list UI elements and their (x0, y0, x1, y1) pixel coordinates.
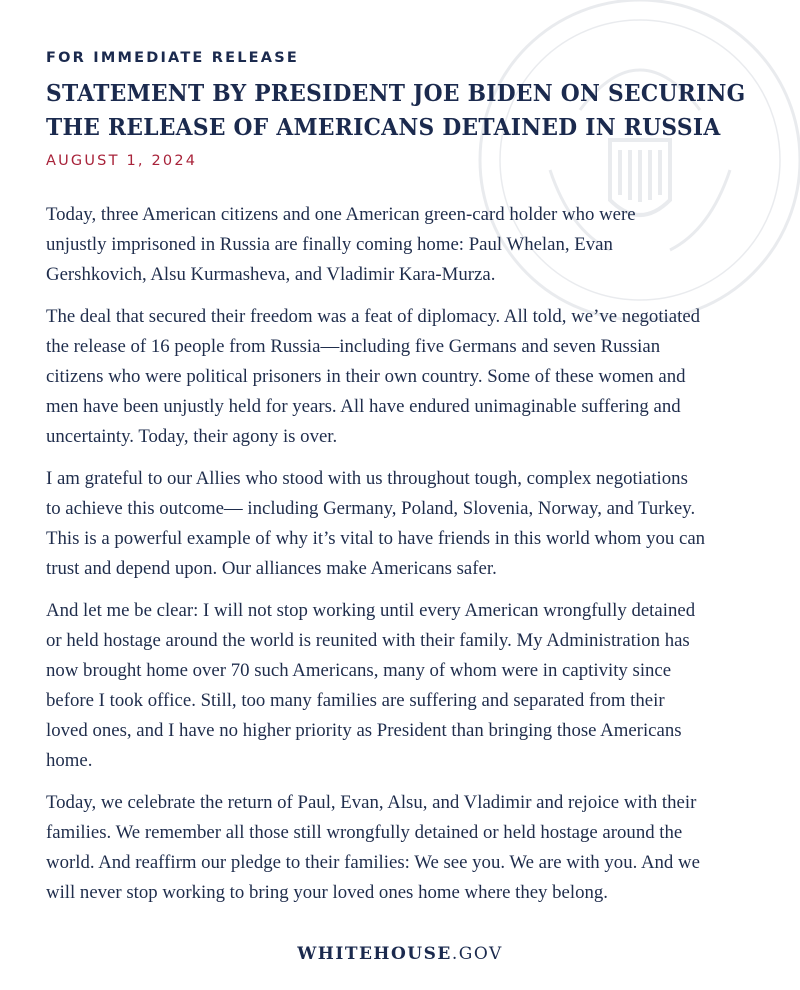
release-kicker: FOR IMMEDIATE RELEASE (46, 50, 299, 66)
paragraph-line: now brought home over 70 such Americans, many of whom were in captivity since (46, 660, 672, 681)
paragraph-line: to achieve this outcome— including Germany, Poland, Slovenia, Norway, and Turkey. (46, 498, 696, 519)
paragraph-line: men have been unjustly held for years. All have endured unimaginable suffering and (46, 396, 681, 417)
paragraph-line: uncertainty. Today, their agony is over. (46, 426, 338, 447)
paragraph-line: loved ones, and I have no higher priority as President than bringing those Americans (46, 720, 682, 741)
paragraph-line: citizens who were political prisoners in their own country. Some of these women and (46, 366, 686, 387)
paragraph-line: home. (46, 750, 93, 771)
paragraph-line: unjustly imprisoned in Russia are finally coming home: Paul Whelan, Evan (46, 234, 613, 255)
paragraph-line: the release of 16 people from Russia—including five Germans and seven Russian (46, 336, 661, 357)
paragraph-line: Today, three American citizens and one American green-card holder who were (46, 204, 636, 225)
paragraph-line: Today, we celebrate the return of Paul, Evan, Alsu, and Vladimir and rejoice with their (46, 792, 697, 813)
statement-paragraph (46, 596, 766, 776)
paragraph-line: families. We remember all those still wrongfully detained or held hostage around the (46, 822, 683, 843)
statement-paragraph (46, 302, 766, 452)
statement-paragraph (46, 200, 766, 290)
page-title (46, 76, 800, 144)
statement-paragraph (46, 464, 766, 584)
title-line: THE RELEASE OF AMERICANS DETAINED IN RUSSIA (46, 113, 721, 141)
paragraph-line: I am grateful to our Allies who stood with us throughout tough, complex negotiations (46, 468, 688, 489)
paragraph-line: before I took office. Still, too many families are suffering and separated from their (46, 690, 665, 711)
release-date: AUGUST 1, 2024 (46, 153, 198, 169)
title-line: STATEMENT BY PRESIDENT JOE BIDEN ON SECURING (46, 79, 746, 107)
paragraph-line: world. And reaffirm our pledge to their families: We see you. We are with you. And we (46, 852, 700, 873)
statement-body (46, 200, 766, 920)
paragraph-line: trust and depend upon. Our alliances make Americans safer. (46, 558, 497, 579)
paragraph-line: or held hostage around the world is reunited with their family. My Administration has (46, 630, 690, 651)
paragraph-line: This is a powerful example of why it’s vital to have friends in this world whom you can (46, 528, 706, 549)
footer-website-bold: WHITEHOUSE (297, 944, 452, 964)
footer-website (0, 944, 800, 964)
paragraph-line: Gershkovich, Alsu Kurmasheva, and Vladimir Kara-Murza. (46, 264, 496, 285)
paragraph-line: And let me be clear: I will not stop working until every American wrongfully detained (46, 600, 696, 621)
footer-website-suffix: .GOV (451, 944, 503, 964)
statement-paragraph (46, 788, 766, 908)
paragraph-line: The deal that secured their freedom was a feat of diplomacy. All told, we’ve negotiated (46, 306, 701, 327)
paragraph-line: will never stop working to bring your loved ones home where they belong. (46, 882, 608, 903)
